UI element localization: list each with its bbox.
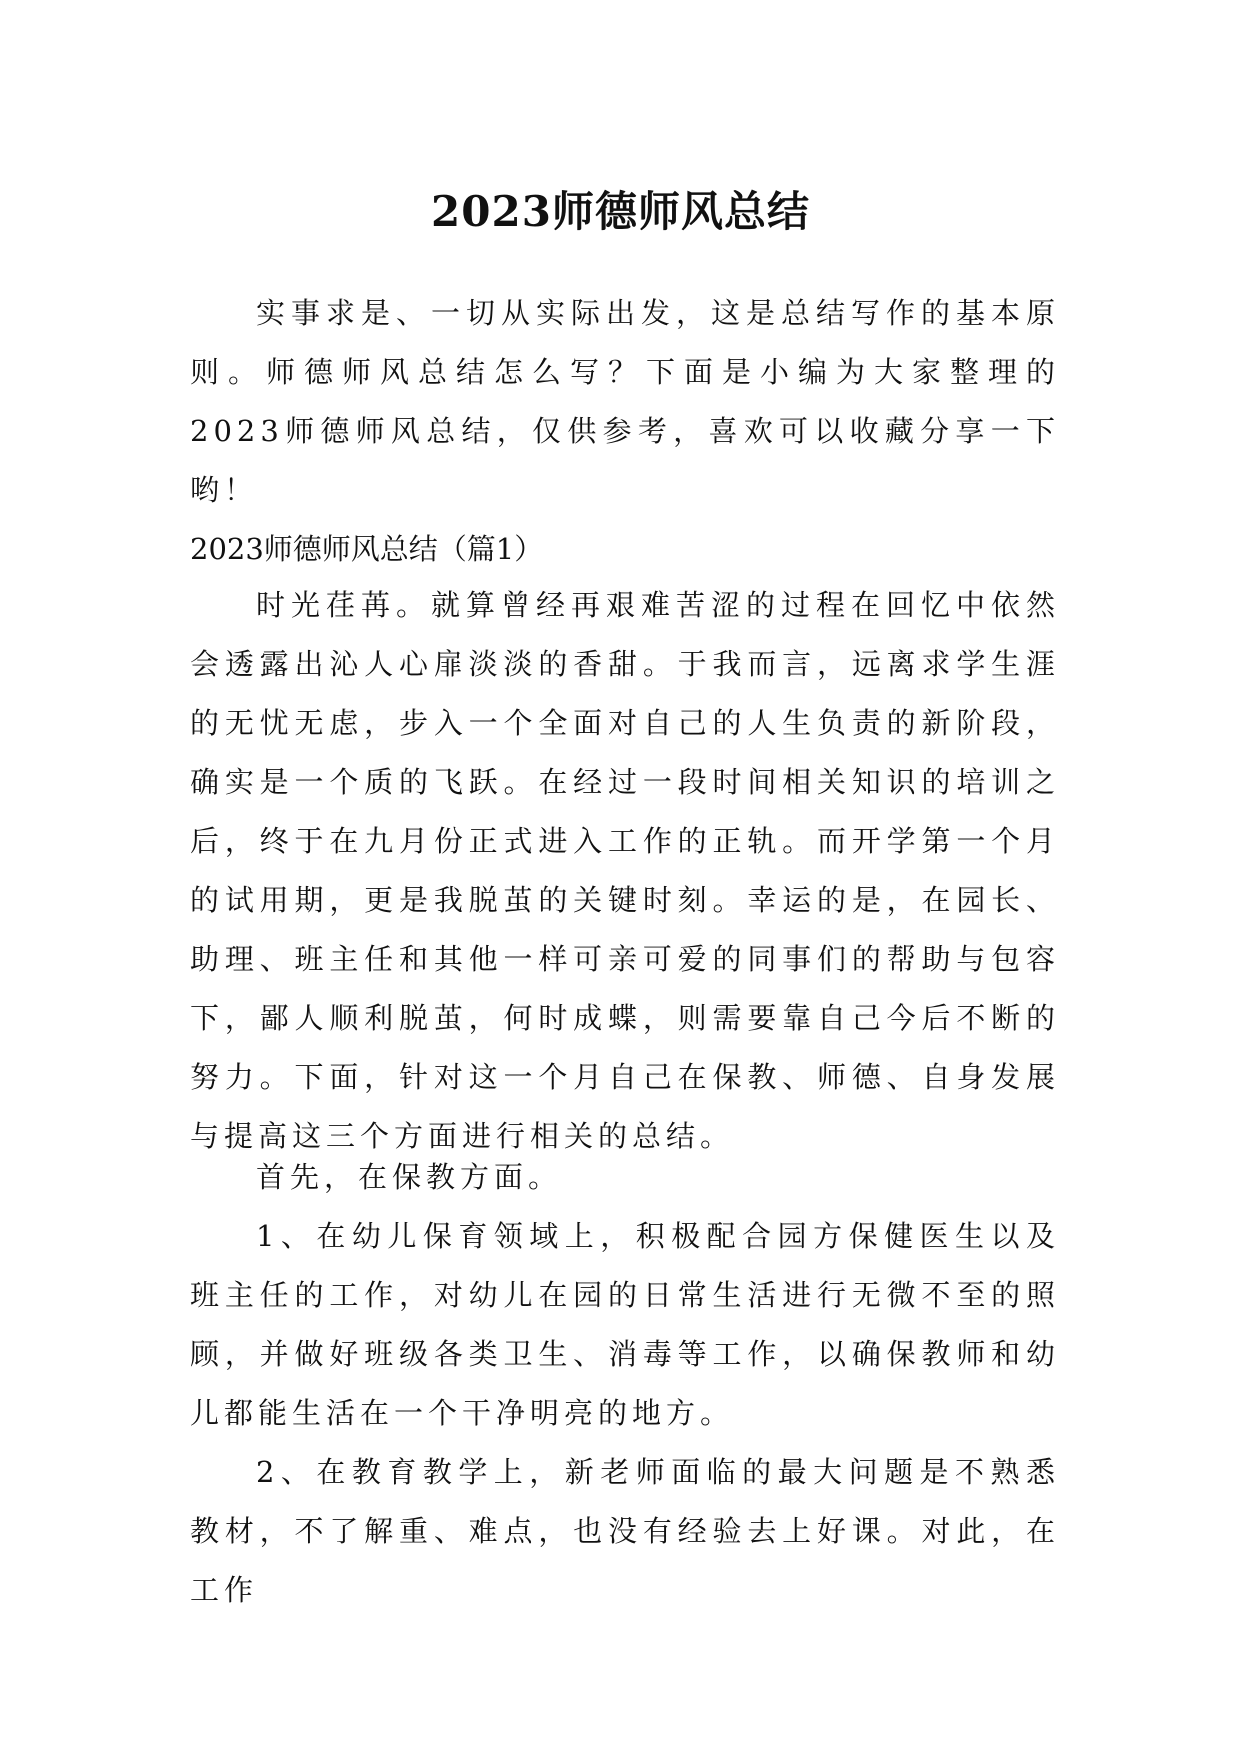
body-paragraph: 2、在教育教学上，新老师面临的最大问题是不熟悉教材，不了解重、难点，也没有经验去上好课。对此，在工作 — [190, 1455, 1060, 1607]
body-paragraph: 1、在幼儿保育领域上，积极配合园方保健医生以及班主任的工作，对幼儿在园的日常生活进行无微不至的照顾，并做好班级各类卫生、消毒等工作，以确保教师和幼儿都能生活在一个干净明亮的地方。 — [190, 1219, 1060, 1430]
intro-paragraph: 实事求是、一切从实际出发，这是总结写作的基本原则。师德师风总结怎么写？下面是小编为大家整理的2023师德师风总结，仅供参考，喜欢可以收藏分享一下哟！ — [190, 296, 1060, 507]
body-paragraph: 首先，在保教方面。 — [256, 1160, 563, 1194]
section-heading: 2023师德师风总结（篇1） — [190, 532, 544, 566]
document-title: 2023师德师风总结 — [431, 187, 810, 237]
body-paragraph: 时光荏苒。就算曾经再艰难苦涩的过程在回忆中依然会透露出沁人心扉淡淡的香甜。于我而言，远离求学生涯的无忧无虑，步入一个全面对自己的人生负责的新阶段，确实是一个质的飞跃。在经过一段时间相关知识的培训之后，终于在九月份正式进入工作的正轨。而开学第一个月的试用期，更是我脱茧的关键时刻。幸运的是，在园长、助理、班主任和其他一样可亲可爱的同事们的帮助与包容下，鄙人顺利脱茧，何时成蝶，则需要靠自己今后不断的努力。下面，针对这一个月自己在保教、师德、自身发展与提高这三个方面进行相关的总结。 — [190, 588, 1060, 1153]
